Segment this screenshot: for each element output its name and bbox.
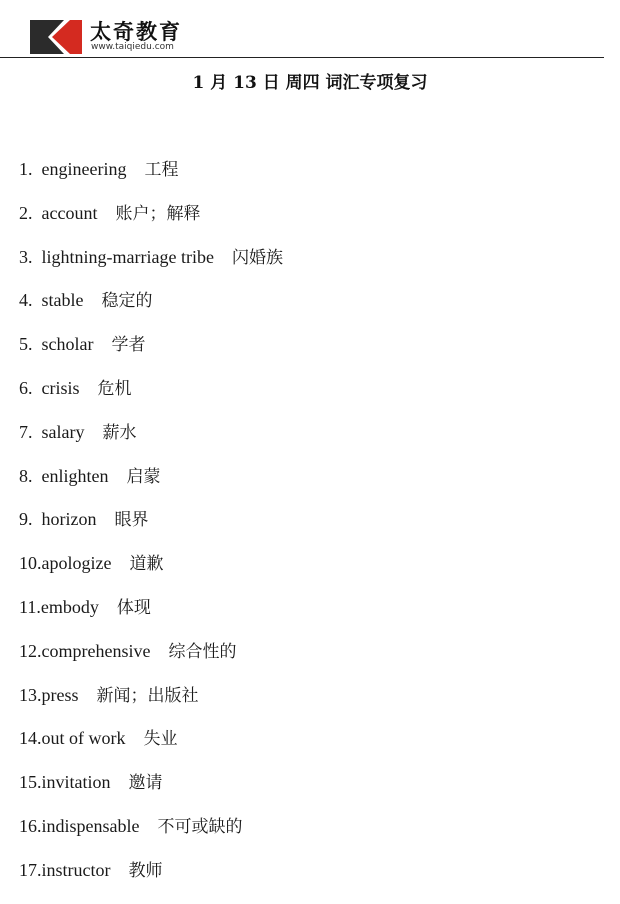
vocab-english: embody xyxy=(40,596,99,617)
vocab-english: apologize xyxy=(41,553,112,574)
vocab-number: 17. xyxy=(19,859,42,880)
page-title: 1 月 13 日 周四 词汇专项复习 xyxy=(192,73,428,93)
vocab-chinese: 学者 xyxy=(111,335,146,356)
vocab-english: engineering xyxy=(41,159,127,179)
vocab-chinese: 综合性的 xyxy=(168,641,237,662)
vocab-item xyxy=(19,154,283,198)
vocab-chinese: 危机 xyxy=(97,378,132,399)
vocab-chinese: 新闻；出版社 xyxy=(96,685,199,706)
vocab-english: account xyxy=(41,202,98,223)
vocab-english: indispensable xyxy=(41,815,140,836)
vocab-item xyxy=(19,548,283,592)
vocab-number: 8. xyxy=(19,465,42,486)
vocab-number: 2. xyxy=(19,202,42,223)
vocab-item xyxy=(19,636,283,680)
vocab-chinese: 教师 xyxy=(128,860,163,881)
vocab-english: scholar xyxy=(41,334,94,355)
vocab-number: 7. xyxy=(19,421,42,442)
vocab-chinese: 道歉 xyxy=(129,554,164,575)
vocab-chinese: 眼界 xyxy=(114,510,149,531)
brand-url: www.taiqiedu.com xyxy=(91,42,174,52)
vocab-number: 13. xyxy=(19,684,42,705)
vocab-item xyxy=(19,811,283,855)
vocab-number: 5. xyxy=(19,334,42,355)
vocab-list xyxy=(19,154,283,899)
vocab-number: 6. xyxy=(19,377,42,398)
vocab-chinese: 体现 xyxy=(116,597,151,618)
taiqi-logo-icon xyxy=(30,20,82,54)
vocab-item xyxy=(19,680,283,724)
vocab-number: 15. xyxy=(19,772,42,793)
vocab-number: 3. xyxy=(19,246,42,267)
header-divider xyxy=(0,57,604,58)
vocab-number: 1. xyxy=(19,159,42,179)
vocab-item xyxy=(19,504,283,548)
vocab-english: comprehensive xyxy=(41,640,151,661)
vocab-item xyxy=(19,723,283,767)
vocab-number: 4. xyxy=(19,290,42,311)
vocab-item xyxy=(19,417,283,461)
vocab-chinese: 不可或缺的 xyxy=(157,816,243,837)
vocab-chinese: 失业 xyxy=(143,729,178,750)
vocab-chinese: 邀请 xyxy=(128,773,163,794)
vocab-chinese: 工程 xyxy=(144,160,179,180)
vocab-english: out of work xyxy=(41,728,126,749)
vocab-chinese: 稳定的 xyxy=(101,291,153,312)
vocab-english: instructor xyxy=(41,859,111,880)
vocab-item xyxy=(19,285,283,329)
vocab-chinese: 启蒙 xyxy=(126,466,161,487)
vocab-item xyxy=(19,767,283,811)
vocab-chinese: 闪婚族 xyxy=(231,247,283,268)
vocab-item xyxy=(19,329,283,373)
vocab-english: invitation xyxy=(41,772,111,793)
vocab-item xyxy=(19,373,283,417)
brand-name: 太奇教育 xyxy=(90,20,182,44)
vocab-item xyxy=(19,855,283,899)
vocab-english: lightning-marriage tribe xyxy=(41,246,214,267)
vocab-english: crisis xyxy=(41,377,80,398)
vocab-item xyxy=(19,242,283,286)
vocab-english: horizon xyxy=(41,509,97,530)
vocab-english: enlighten xyxy=(41,465,109,486)
vocab-number: 14. xyxy=(19,728,42,749)
vocab-english: salary xyxy=(41,421,85,442)
vocab-chinese: 薪水 xyxy=(102,422,137,443)
vocab-chinese: 账户；解释 xyxy=(115,203,201,224)
page-header xyxy=(0,0,620,60)
vocab-number: 9. xyxy=(19,509,42,530)
vocab-number: 16. xyxy=(19,815,42,836)
vocab-item xyxy=(19,592,283,636)
vocab-item xyxy=(19,461,283,505)
vocab-english: stable xyxy=(41,290,84,311)
vocab-english: press xyxy=(41,684,79,705)
vocab-number: 10. xyxy=(19,553,42,574)
vocab-number: 12. xyxy=(19,640,42,661)
vocab-item xyxy=(19,198,283,242)
vocab-number: 11. xyxy=(19,596,41,617)
